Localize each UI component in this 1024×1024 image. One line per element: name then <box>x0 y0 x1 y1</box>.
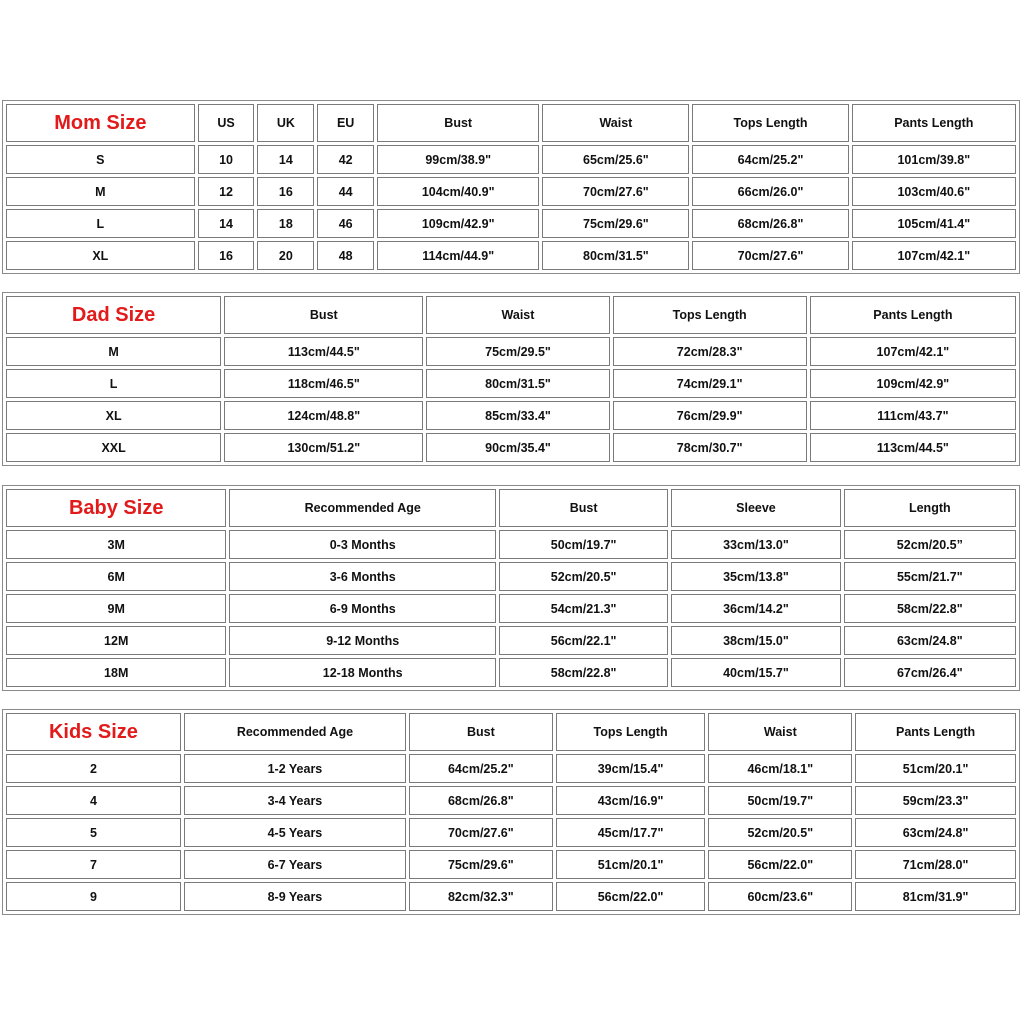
table-cell: 12 <box>198 177 255 206</box>
table-cell: 70cm/27.6" <box>409 818 553 847</box>
table-cell: 67cm/26.4" <box>844 658 1016 687</box>
table-row <box>6 145 1016 174</box>
size-label: 18M <box>6 658 226 687</box>
table-cell: 52cm/20.5" <box>708 818 852 847</box>
table-cell: 63cm/24.8" <box>844 626 1016 655</box>
size-label: M <box>6 337 221 366</box>
table-cell: 75cm/29.6" <box>409 850 553 879</box>
table-cell: 114cm/44.9" <box>377 241 539 270</box>
table-cell: 9-12 Months <box>229 626 496 655</box>
table-cell: 68cm/26.8" <box>409 786 553 815</box>
table-cell: 16 <box>198 241 255 270</box>
table-cell: 48 <box>317 241 374 270</box>
baby-size-title: Baby Size <box>6 489 226 527</box>
column-header: Waist <box>426 296 609 334</box>
table-cell: 51cm/20.1" <box>556 850 706 879</box>
table-cell: 44 <box>317 177 374 206</box>
table-row <box>6 626 1016 655</box>
table-cell: 101cm/39.8" <box>852 145 1016 174</box>
table-cell: 35cm/13.8" <box>671 562 840 591</box>
table-cell: 45cm/17.7" <box>556 818 706 847</box>
table-row <box>6 401 1016 430</box>
table-cell: 65cm/25.6" <box>542 145 689 174</box>
dad-size-title: Dad Size <box>6 296 221 334</box>
table-cell: 59cm/23.3" <box>855 786 1016 815</box>
table-cell: 54cm/21.3" <box>499 594 668 623</box>
table-row <box>6 337 1016 366</box>
mom-size-table <box>2 100 1020 274</box>
table-cell: 75cm/29.5" <box>426 337 609 366</box>
size-label: 9 <box>6 882 181 911</box>
size-label: 4 <box>6 786 181 815</box>
column-header: Tops Length <box>692 104 848 142</box>
table-cell: 70cm/27.6" <box>542 177 689 206</box>
size-label: 3M <box>6 530 226 559</box>
column-header: Bust <box>377 104 539 142</box>
table-cell: 99cm/38.9" <box>377 145 539 174</box>
table-cell: 109cm/42.9" <box>377 209 539 238</box>
table-cell: 58cm/22.8" <box>844 594 1016 623</box>
table-cell: 85cm/33.4" <box>426 401 609 430</box>
table-cell: 10 <box>198 145 255 174</box>
table-cell: 109cm/42.9" <box>810 369 1016 398</box>
column-header: Tops Length <box>613 296 807 334</box>
column-header: UK <box>257 104 314 142</box>
table-cell: 107cm/42.1" <box>852 241 1016 270</box>
dad-size-table <box>2 292 1020 466</box>
table-cell: 56cm/22.0" <box>556 882 706 911</box>
size-label: M <box>6 177 195 206</box>
table-cell: 6-7 Years <box>184 850 406 879</box>
table-cell: 71cm/28.0" <box>855 850 1016 879</box>
size-label: S <box>6 145 195 174</box>
table-row <box>6 241 1016 270</box>
column-header: Waist <box>708 713 852 751</box>
column-header: Bust <box>224 296 423 334</box>
size-label: 9M <box>6 594 226 623</box>
table-cell: 60cm/23.6" <box>708 882 852 911</box>
table-cell: 105cm/41.4" <box>852 209 1016 238</box>
kids-size-title: Kids Size <box>6 713 181 751</box>
table-cell: 40cm/15.7" <box>671 658 840 687</box>
size-label: 6M <box>6 562 226 591</box>
table-cell: 12-18 Months <box>229 658 496 687</box>
table-cell: 8-9 Years <box>184 882 406 911</box>
table-cell: 46 <box>317 209 374 238</box>
size-label: L <box>6 209 195 238</box>
table-cell: 80cm/31.5" <box>542 241 689 270</box>
table-cell: 50cm/19.7" <box>708 786 852 815</box>
table-cell: 76cm/29.9" <box>613 401 807 430</box>
table-cell: 51cm/20.1" <box>855 754 1016 783</box>
table-row <box>6 433 1016 462</box>
table-cell: 18 <box>257 209 314 238</box>
table-cell: 124cm/48.8" <box>224 401 423 430</box>
table-row <box>6 562 1016 591</box>
column-header: Recommended Age <box>229 489 496 527</box>
table-cell: 64cm/25.2" <box>692 145 848 174</box>
table-cell: 16 <box>257 177 314 206</box>
table-row <box>6 530 1016 559</box>
mom-size-title: Mom Size <box>6 104 195 142</box>
table-cell: 55cm/21.7" <box>844 562 1016 591</box>
table-cell: 111cm/43.7" <box>810 401 1016 430</box>
column-header: Sleeve <box>671 489 840 527</box>
column-header: Pants Length <box>810 296 1016 334</box>
table-cell: 66cm/26.0" <box>692 177 848 206</box>
table-cell: 38cm/15.0" <box>671 626 840 655</box>
table-cell: 81cm/31.9" <box>855 882 1016 911</box>
column-header: Tops Length <box>556 713 706 751</box>
table-cell: 14 <box>198 209 255 238</box>
table-row <box>6 850 1016 879</box>
column-header: Recommended Age <box>184 713 406 751</box>
table-cell: 50cm/19.7" <box>499 530 668 559</box>
size-label: XL <box>6 241 195 270</box>
table-cell: 113cm/44.5" <box>224 337 423 366</box>
size-label: 12M <box>6 626 226 655</box>
table-cell: 107cm/42.1" <box>810 337 1016 366</box>
table-cell: 52cm/20.5" <box>499 562 668 591</box>
size-label: 5 <box>6 818 181 847</box>
table-cell: 42 <box>317 145 374 174</box>
table-cell: 75cm/29.6" <box>542 209 689 238</box>
table-cell: 20 <box>257 241 314 270</box>
table-cell: 52cm/20.5” <box>844 530 1016 559</box>
table-cell: 63cm/24.8" <box>855 818 1016 847</box>
table-row <box>6 754 1016 783</box>
table-cell: 36cm/14.2" <box>671 594 840 623</box>
table-cell: 104cm/40.9" <box>377 177 539 206</box>
table-cell: 3-6 Months <box>229 562 496 591</box>
table-cell: 56cm/22.1" <box>499 626 668 655</box>
table-row <box>6 209 1016 238</box>
table-row <box>6 818 1016 847</box>
table-cell: 113cm/44.5" <box>810 433 1016 462</box>
size-label: 2 <box>6 754 181 783</box>
table-cell: 0-3 Months <box>229 530 496 559</box>
table-cell: 6-9 Months <box>229 594 496 623</box>
table-cell: 3-4 Years <box>184 786 406 815</box>
table-cell: 58cm/22.8" <box>499 658 668 687</box>
table-cell: 64cm/25.2" <box>409 754 553 783</box>
table-cell: 4-5 Years <box>184 818 406 847</box>
column-header: Waist <box>542 104 689 142</box>
table-cell: 68cm/26.8" <box>692 209 848 238</box>
column-header: Pants Length <box>852 104 1016 142</box>
table-row <box>6 177 1016 206</box>
column-header: Bust <box>499 489 668 527</box>
table-cell: 46cm/18.1" <box>708 754 852 783</box>
table-row <box>6 594 1016 623</box>
column-header: EU <box>317 104 374 142</box>
table-cell: 103cm/40.6" <box>852 177 1016 206</box>
kids-size-table <box>2 709 1020 915</box>
size-label: XL <box>6 401 221 430</box>
baby-size-table <box>2 485 1020 691</box>
table-row <box>6 369 1016 398</box>
size-label: 7 <box>6 850 181 879</box>
table-cell: 80cm/31.5" <box>426 369 609 398</box>
table-cell: 78cm/30.7" <box>613 433 807 462</box>
size-label: XXL <box>6 433 221 462</box>
table-cell: 1-2 Years <box>184 754 406 783</box>
column-header: US <box>198 104 255 142</box>
table-cell: 43cm/16.9" <box>556 786 706 815</box>
table-cell: 39cm/15.4" <box>556 754 706 783</box>
table-cell: 70cm/27.6" <box>692 241 848 270</box>
size-label: L <box>6 369 221 398</box>
table-cell: 82cm/32.3" <box>409 882 553 911</box>
column-header: Pants Length <box>855 713 1016 751</box>
table-row <box>6 658 1016 687</box>
table-cell: 14 <box>257 145 314 174</box>
table-cell: 72cm/28.3" <box>613 337 807 366</box>
table-cell: 74cm/29.1" <box>613 369 807 398</box>
column-header: Length <box>844 489 1016 527</box>
table-cell: 56cm/22.0" <box>708 850 852 879</box>
table-cell: 90cm/35.4" <box>426 433 609 462</box>
column-header: Bust <box>409 713 553 751</box>
table-cell: 130cm/51.2" <box>224 433 423 462</box>
table-row <box>6 786 1016 815</box>
table-row <box>6 882 1016 911</box>
table-cell: 33cm/13.0" <box>671 530 840 559</box>
table-cell: 118cm/46.5" <box>224 369 423 398</box>
